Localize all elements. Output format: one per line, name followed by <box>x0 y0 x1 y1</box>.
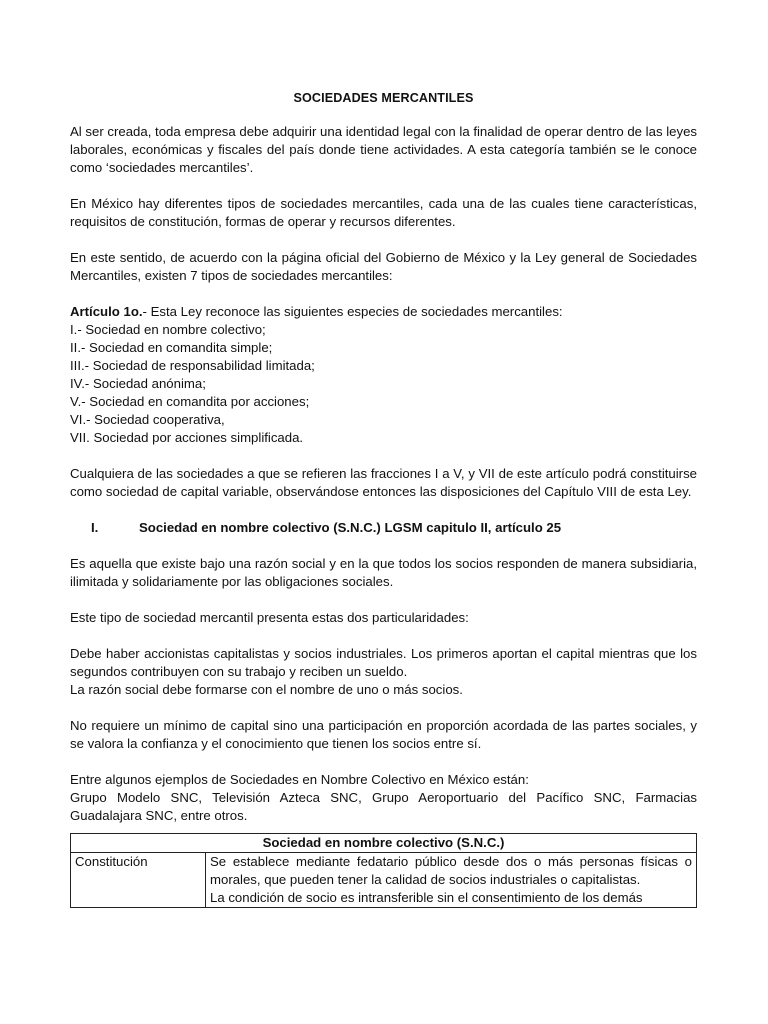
section-heading <box>70 519 697 537</box>
variable-capital-paragraph: Cualquiera de las sociedades a que se refieren las fracciones I a V, y VII de este artículo podrá constituirse como sociedad de capital variable, observándose entonces las disposiciones del Capítulo VIII de esta Ley. <box>70 466 697 499</box>
intro-paragraph-2: En México hay diferentes tipos de sociedades mercantiles, cada una de las cuales tiene características, requisitos de constitución, formas de operar y recursos diferentes. <box>70 196 697 229</box>
section-paragraph-4: No requiere un mínimo de capital sino una participación en proporción acordada de las partes sociales, y se valora la confianza y el conocimiento que tienen los socios entre sí. <box>70 718 697 751</box>
section-number: I. <box>91 520 99 535</box>
section-heading-text: Sociedad en nombre colectivo (S.N.C.) LGSM capitulo II, artículo 25 <box>139 520 562 535</box>
table-row-text-1: Se establece mediante fedatario público desde dos o más personas físicas o morales, que pueden tener la calidad de socios industriales o capitalistas. <box>210 854 692 887</box>
article-item: VI.- Sociedad cooperativa, <box>70 412 225 427</box>
table-row-text-2: La condición de socio es intransferible sin el consentimiento de los demás <box>210 890 643 905</box>
article-item: IV.- Sociedad anónima; <box>70 376 206 391</box>
section-paragraph-3a: Debe haber accionistas capitalistas y socios industriales. Los primeros aportan el capital mientras que los segundos contribuyen con su trabajo y reciben un sueldo. <box>70 646 697 679</box>
table-header: Sociedad en nombre colectivo (S.N.C.) <box>71 834 697 853</box>
article-item: II.- Sociedad en comandita simple; <box>70 340 273 355</box>
article-item: I.- Sociedad en nombre colectivo; <box>70 322 266 337</box>
article-label: Artículo 1o. <box>70 304 143 319</box>
intro-paragraph-3: En este sentido, de acuerdo con la página oficial del Gobierno de México y la Ley general de Sociedades Mercantiles, existen 7 tipos de sociedades mercantiles: <box>70 250 697 283</box>
snc-table <box>70 833 697 908</box>
document-title: SOCIEDADES MERCANTILES <box>293 91 474 105</box>
table-row-label: Constitución <box>71 853 206 908</box>
table-row <box>71 853 697 908</box>
table-header-row <box>71 834 697 853</box>
section-paragraph-3b: La razón social debe formarse con el nombre de uno o más socios. <box>70 682 463 697</box>
section-paragraph-5a: Entre algunos ejemplos de Sociedades en Nombre Colectivo en México están: <box>70 772 529 787</box>
article-item: V.- Sociedad en comandita por acciones; <box>70 394 310 409</box>
section-paragraph-5b: Grupo Modelo SNC, Televisión Azteca SNC, Grupo Aeroportuario del Pacífico SNC, Farmacias Guadalajara SNC, entre otros. <box>70 790 697 823</box>
table-row-content <box>206 853 697 908</box>
article-intro <box>70 303 697 321</box>
intro-paragraph-1: Al ser creada, toda empresa debe adquirir una identidad legal con la finalidad de operar dentro de las leyes laborales, económicas y fiscales del país donde tiene actividades. A esta categoría también se le conoce como ‘sociedades mercantiles’. <box>70 124 697 175</box>
article-item: III.- Sociedad de responsabilidad limitada; <box>70 358 315 373</box>
section-paragraph-2: Este tipo de sociedad mercantil presenta estas dos particularidades: <box>70 610 469 625</box>
article-text: - Esta Ley reconoce las siguientes especies de sociedades mercantiles: <box>142 304 563 319</box>
article-item: VII. Sociedad por acciones simplificada. <box>70 430 304 445</box>
section-paragraph-1: Es aquella que existe bajo una razón social y en la que todos los socios responden de manera subsidiaria, ilimitada y solidariamente por las obligaciones sociales. <box>70 556 697 589</box>
